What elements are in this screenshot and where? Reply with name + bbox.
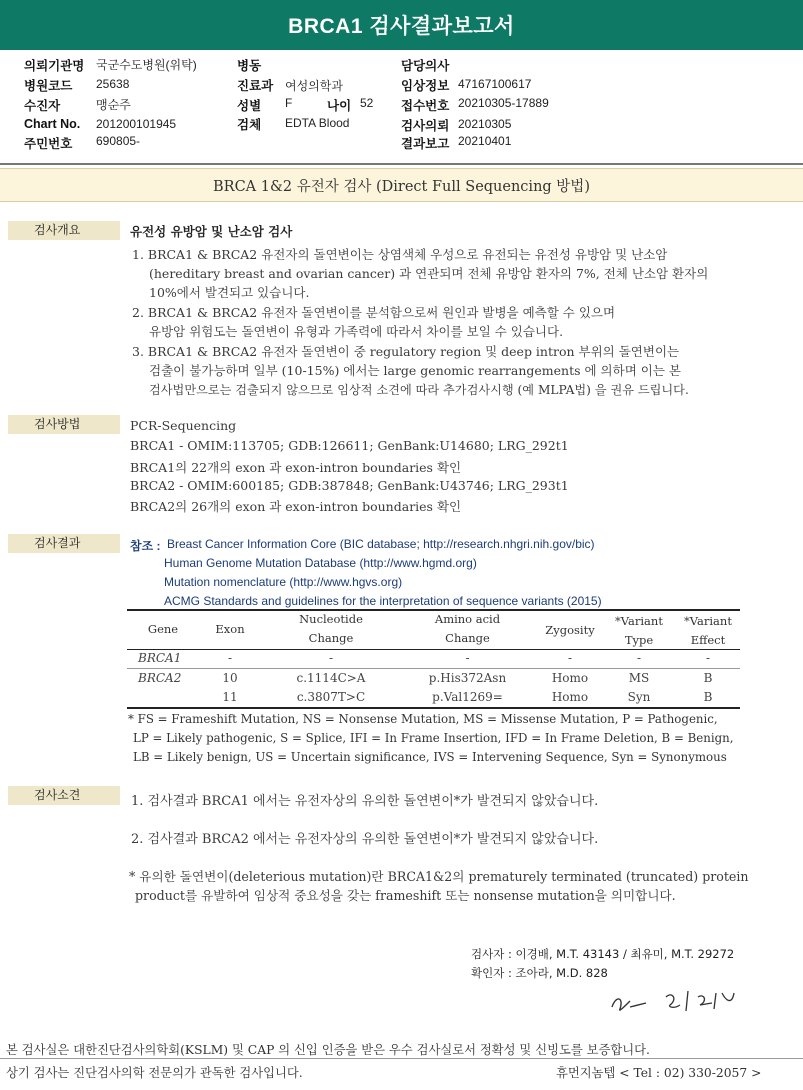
header-key-report-date: 결과보고: [401, 137, 450, 151]
table-header-exon: Exon: [215, 622, 245, 636]
header-value-chart-no: 201200101945: [96, 117, 177, 131]
table-cell-variant-type: Syn: [627, 690, 651, 704]
reference-prefix: 참조 :: [130, 539, 161, 553]
header-key-clinical-info: 임상정보: [401, 79, 450, 93]
overview-heading: 유전성 유방암 및 난소암 검사: [130, 224, 293, 239]
section-label-overview: 검사개요: [8, 221, 120, 240]
table-cell-nucleotide: c.1114C>A: [296, 671, 366, 685]
header-value-sex: F: [285, 96, 293, 110]
overview-line: 유방암 위험도는 돌연변이 유형과 가족력에 따라서 차이를 보일 수 있습니다.: [149, 324, 564, 339]
table-header-zygosity: Zygosity: [545, 623, 595, 637]
table-header-gene: Gene: [147, 622, 179, 636]
header-key-hospital-code: 병원코드: [24, 79, 73, 93]
reference-link[interactable]: Human Genome Mutation Database (http://www.hgmd.org): [164, 556, 477, 570]
overview-line: 1. BRCA1 & BRCA2 유전자의 돌연변이는 상염색체 우성으로 유전되는 유전성 유방암 및 난소암: [132, 247, 668, 262]
table-cell-amino-acid: p.His372Asn: [428, 671, 507, 685]
overview-line: 10%에서 발견되고 있습니다.: [149, 285, 310, 300]
section-label-findings: 검사소견: [8, 786, 120, 805]
header-value-request-date: 20210305: [458, 117, 512, 131]
finding-line: 2. 검사결과 BRCA2 에서는 유전자상의 유의한 돌연변이*가 발견되지 않았습니다.: [131, 832, 599, 847]
overview-line: 3. BRCA1 & BRCA2 유전자 돌연변이 중 regulatory region 및 deep intron 부위의 돌연변이는: [132, 344, 680, 359]
overview-line: 검사법만으로는 검출되지 않으므로 임상적 소견에 따라 추가검사시행 (예 MLPA법) 을 권유 드립니다.: [149, 383, 689, 397]
table-header-variant-effect-2: Effect: [690, 633, 726, 647]
table-cell-amino-acid: p.Val1269=: [432, 690, 503, 704]
header-key-resident-no: 주민번호: [24, 137, 73, 151]
table-header-amino-acid: Amino acid: [434, 612, 501, 626]
table-row-divider: [127, 668, 740, 669]
header-value-specimen: EDTA Blood: [285, 116, 350, 130]
finding-footnote: * 유의한 돌연변이(deleterious mutation)란 BRCA1&2의 prematurely terminated (truncated) protein: [129, 869, 749, 884]
table-header-nucleotide: Nucleotide: [299, 612, 363, 626]
report-title: BRCA1 검사결과보고서: [288, 15, 515, 38]
table-bottom-rule: [127, 707, 740, 709]
table-note: * FS = Frameshift Mutation, NS = Nonsense Mutation, MS = Missense Mutation, P = Pathogenic,: [128, 712, 718, 726]
finding-line: 1. 검사결과 BRCA1 에서는 유전자상의 유의한 돌연변이*가 발견되지 않았습니다.: [131, 794, 599, 809]
handwritten-signature: [600, 985, 750, 1020]
footer-contact: 휴먼지놈텝 < Tel : 02) 330-2057 >: [556, 1066, 762, 1080]
table-cell-nucleotide: -: [328, 651, 334, 665]
header-key-sex: 성별: [237, 99, 262, 113]
report-title-bar: [0, 0, 803, 50]
examiner: 검사자 : 이경배, M.T. 43143 / 최유미, M.T. 29272: [471, 947, 735, 961]
table-cell-gene: BRCA1: [138, 651, 182, 665]
table-note: LP = Likely pathogenic, S = Splice, IFI = In Frame Insertion, IFD = In Frame Deletion, B = Benign,: [133, 731, 734, 745]
method-line: PCR-Sequencing: [130, 418, 237, 433]
table-note: LB = Likely benign, US = Uncertain significance, IVS = Intervening Sequence, Syn = Synonymous: [133, 750, 727, 764]
table-cell-variant-effect: -: [705, 651, 711, 665]
table-header-variant-type-2: Type: [624, 633, 654, 647]
table-top-rule: [127, 609, 740, 611]
footer-certification: 본 검사실은 대한진단검사의학회(KSLM) 및 CAP 의 신입 인증을 받은 우수 검사실로서 정확성 및 신빙도를 보증합니다.: [6, 1043, 650, 1057]
footer-divider: [0, 1058, 803, 1059]
section-label-result: 검사결과: [8, 534, 120, 553]
table-cell-exon: 11: [222, 690, 238, 704]
header-value-hospital-code: 25638: [96, 77, 130, 91]
header-key-patient: 수진자: [24, 99, 61, 113]
method-line: BRCA1의 22개의 exon 과 exon-intron boundaries 확인: [130, 460, 462, 475]
header-value-clinical-info: 47167100617: [458, 77, 532, 91]
table-cell-amino-acid: -: [465, 651, 470, 665]
table-cell-exon: -: [227, 651, 233, 665]
header-key-doctor: 담당의사: [401, 59, 450, 73]
overview-line: (hereditary breast and ovarian cancer) 과 연관되며 전체 유방암 환자의 7%, 전체 난소암 환자의: [149, 266, 709, 281]
method-line: BRCA2의 26개의 exon 과 exon-intron boundaries 확인: [130, 499, 462, 514]
reference-link[interactable]: Mutation nomenclature (http://www.hgvs.org): [164, 575, 403, 589]
table-header-nucleotide-change: Change: [308, 631, 354, 645]
reference-link[interactable]: ACMG Standards and guidelines for the interpretation of sequence variants (2015): [164, 594, 602, 608]
subtitle: BRCA 1&2 유전자 검사 (Direct Full Sequencing 방법): [213, 178, 590, 195]
subtitle-band: [0, 168, 803, 202]
header-value-department: 여성의학과: [285, 79, 343, 93]
table-header-rule: [127, 649, 740, 650]
reference-link[interactable]: Breast Cancer Information Core (BIC database; http://research.nhgri.nih.gov/bic): [167, 537, 595, 551]
header-value-patient: 맹순주: [96, 98, 131, 112]
header-value-receipt-no: 20210305-17889: [458, 96, 549, 110]
table-cell-variant-type: -: [636, 651, 642, 665]
header-key-receipt-no: 접수번호: [401, 99, 450, 113]
header-value-report-date: 20210401: [458, 134, 512, 148]
method-line: BRCA1 - OMIM:113705; GDB:126611; GenBank:U14680; LRG_292t1: [130, 438, 569, 453]
finding-footnote: product를 유발하여 임상적 중요성을 갖는 frameshift 또는 nonsense mutation을 의미합니다.: [135, 888, 676, 903]
header-key-institution: 의뢰기관명: [24, 59, 85, 73]
header-key-specimen: 검체: [237, 118, 262, 132]
overview-line: 2. BRCA1 & BRCA2 유전자 돌연변이를 분석함으로써 원인과 발병을 예측할 수 있으며: [132, 305, 616, 320]
table-cell-nucleotide: c.3807T>C: [296, 690, 366, 704]
header-value-age: 52: [360, 96, 374, 110]
table-cell-zygosity: Homo: [551, 671, 589, 685]
header-key-ward: 병동: [237, 59, 262, 73]
table-cell-gene: BRCA2: [138, 671, 182, 685]
header-key-chart-no: Chart No.: [24, 117, 81, 131]
table-cell-variant-effect: B: [703, 671, 713, 685]
overview-line: 검출이 불가능하며 일부 (10-15%) 에서는 large genomic rearrangements 에 의하며 이는 본: [149, 363, 681, 378]
table-cell-variant-type: MS: [628, 671, 650, 685]
header-value-institution: 국군수도병원(위탁): [96, 58, 197, 72]
header-divider: [0, 163, 803, 165]
table-header-amino-acid-change: Change: [445, 631, 490, 645]
section-label-method: 검사방법: [8, 415, 120, 434]
table-cell-variant-effect: B: [703, 690, 713, 704]
header-key-request-date: 검사의뢰: [401, 119, 450, 133]
header-key-department: 진료과: [237, 79, 274, 93]
method-line: BRCA2 - OMIM:600185; GDB:387848; GenBank:U43746; LRG_293t1: [130, 478, 569, 493]
header-key-age: 나이: [327, 99, 352, 113]
confirmer: 확인자 : 조아라, M.D. 828: [471, 966, 608, 980]
table-header-variant-type: *Variant: [615, 614, 663, 628]
table-cell-zygosity: -: [567, 651, 573, 665]
table-header-variant-effect: *Variant: [684, 614, 732, 628]
footer-notice: 상기 검사는 진단검사의학 전문의가 관독한 검사입니다.: [6, 1066, 303, 1080]
header-value-resident-no: 690805-: [96, 134, 141, 148]
table-cell-exon: 10: [222, 671, 238, 685]
table-cell-zygosity: Homo: [551, 690, 589, 704]
